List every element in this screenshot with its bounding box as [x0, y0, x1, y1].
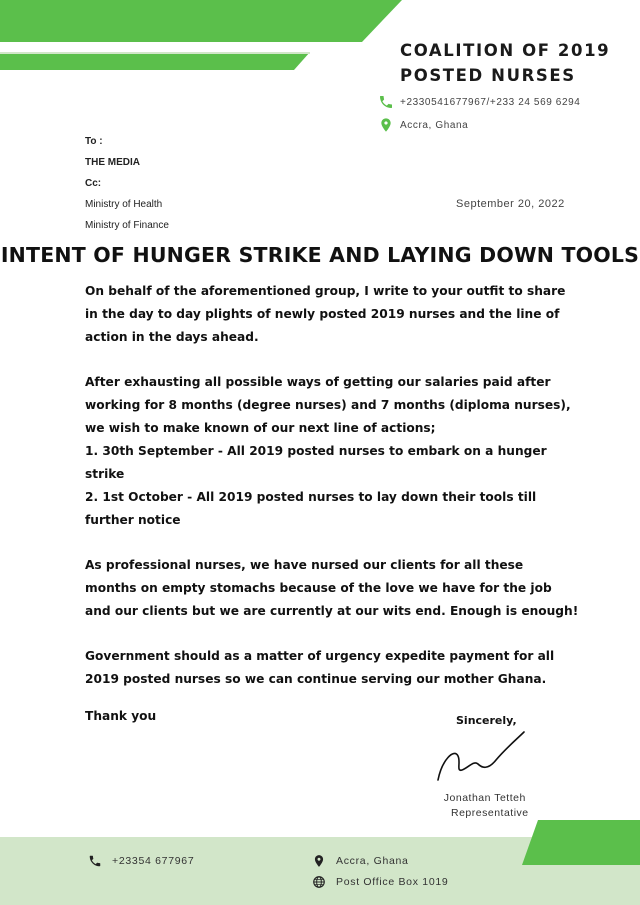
header-decor-stripe [0, 52, 310, 70]
footer-phone-text: +23354 677967 [112, 855, 195, 867]
body-line: On behalf of the aforementioned group, I write to your outfit to share [85, 284, 566, 298]
footer-address [312, 854, 409, 868]
organization-name [400, 38, 610, 88]
footer-po-box-text: Post Office Box 1019 [336, 876, 449, 888]
body-line: in the day to day plights of newly posted 2019 nurses and the line of [85, 307, 560, 321]
recipients-block [85, 131, 169, 236]
to-value: THE MEDIA [85, 157, 140, 168]
cc-ministry-finance: Ministry of Finance [85, 220, 169, 231]
org-line-2: POSTED NURSES [400, 66, 576, 85]
header-address [378, 117, 468, 133]
footer-address-text: Accra, Ghana [336, 855, 409, 867]
signature-icon [432, 730, 532, 786]
signatory [441, 791, 529, 821]
paragraph-1 [85, 280, 575, 349]
body-line: As professional nurses, we have nursed our clients for all these [85, 558, 524, 572]
body-line: 2019 posted nurses so we can continue serving our mother Ghana. [85, 672, 547, 686]
org-line-1: COALITION OF 2019 [400, 41, 611, 60]
cc-ministry-health: Ministry of Health [85, 199, 163, 210]
body-line: working for 8 months (degree nurses) and 7 months (diploma nurses), [85, 398, 571, 412]
header-decor-top [0, 0, 402, 42]
phone-icon [88, 854, 102, 868]
globe-icon [312, 875, 326, 889]
letter-date: September 20, 2022 [456, 198, 565, 210]
body-line: months on empty stomachs because of the love we have for the job [85, 581, 552, 595]
signatory-name: Jonathan Tetteh [443, 792, 526, 804]
location-pin-icon [378, 117, 394, 133]
header-phone [378, 94, 580, 110]
paragraph-4 [85, 645, 575, 691]
body-line: 2. 1st October - All 2019 posted nurses to lay down their tools till [85, 490, 537, 504]
body-line: Government should as a matter of urgency expedite payment for all [85, 649, 555, 663]
footer-decor [522, 820, 640, 865]
cc-label: Cc: [85, 178, 102, 189]
footer-phone [88, 854, 194, 868]
signatory-role: Representative [451, 807, 529, 819]
to-label: To : [85, 136, 103, 147]
phone-icon [378, 94, 394, 110]
body-line: After exhausting all possible ways of getting our salaries paid after [85, 375, 551, 389]
thank-you: Thank you [85, 709, 157, 723]
body-line: we wish to make known of our next line of actions; [85, 421, 436, 435]
header-phone-text: +2330541677967/+233 24 569 6294 [400, 96, 581, 108]
sincerely: Sincerely, [456, 714, 517, 727]
header-decor-light [0, 52, 310, 54]
location-pin-icon [312, 854, 326, 868]
letter-body [85, 280, 579, 713]
body-line: and our clients but we are currently at our wits end. Enough is enough! [85, 604, 579, 618]
body-line: further notice [85, 513, 181, 527]
header-address-text: Accra, Ghana [400, 119, 469, 131]
body-line: 1. 30th September - All 2019 posted nurses to embark on a hunger [85, 444, 547, 458]
body-line: strike [85, 467, 125, 481]
paragraph-2 [85, 371, 575, 532]
body-line: action in the days ahead. [85, 330, 259, 344]
footer-po-box [312, 875, 448, 889]
letter-title: INTENT OF HUNGER STRIKE AND LAYING DOWN TOOLS [0, 243, 640, 267]
paragraph-3 [85, 554, 579, 623]
